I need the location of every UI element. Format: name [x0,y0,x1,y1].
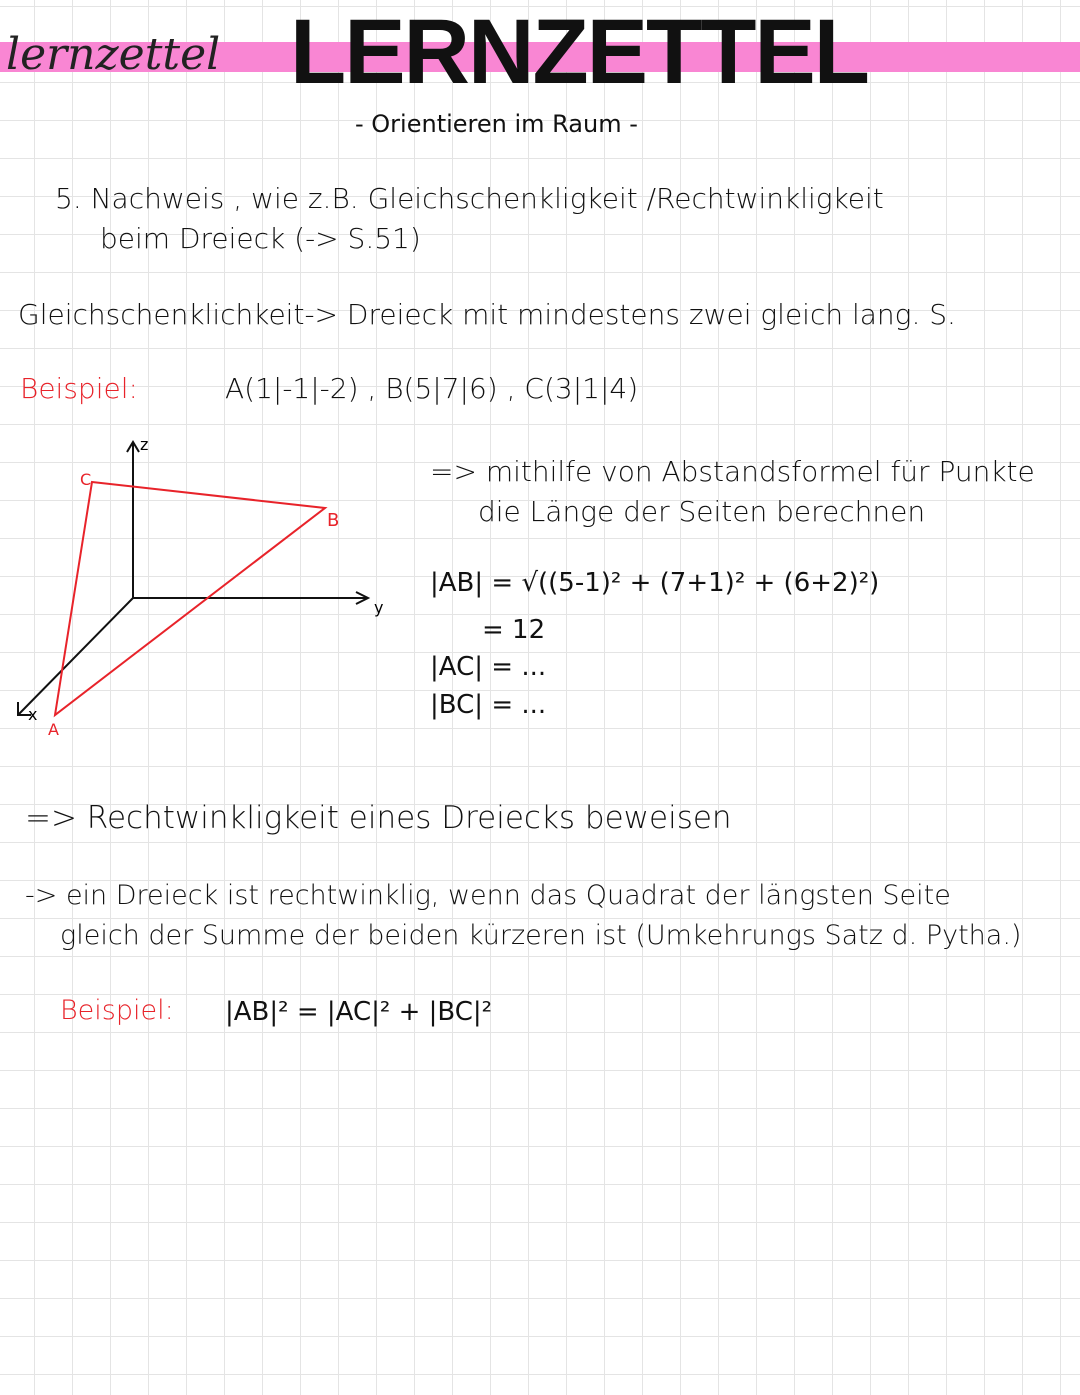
right-angle-rule-line1: -> ein Dreieck ist rechtwinklig, wenn das Quadrat der längsten Seite [25,880,951,911]
point-a-label: A [48,720,59,739]
subtitle: - Orientieren im Raum - [355,110,638,138]
y-label: y [374,598,384,617]
right-angle-example-label: Beispiel: [60,995,174,1026]
z-label: z [140,435,149,454]
right-angle-example-formula: |AB|² = |AC|² + |BC|² [225,997,493,1027]
method-line2: die Länge der Seiten berechnen [478,495,926,528]
ac-length: |AC| = ... [430,652,547,682]
x-label: x [28,705,38,724]
coordinate-diagram [0,430,420,750]
x-axis [18,598,133,715]
right-angle-rule-line2: gleich der Summe der beiden kürzeren ist (Umkehrungs Satz d. Pytha.) [60,920,1022,951]
section-heading-line2: beim Dreieck (-> S.51) [100,222,421,255]
method-line1: => mithilfe von Abstandsformel für Punkte [430,455,1035,488]
example-label: Beispiel: [20,372,138,405]
right-angle-heading: => Rechtwinkligkeit eines Dreiecks beweisen [25,800,732,836]
isosceles-definition: Gleichschenklichkeit-> Dreieck mit mindestens zwei gleich lang. S. [18,298,956,331]
bc-length: |BC| = ... [430,690,547,720]
page-title: LERNZETTEL [290,1,868,103]
point-b-label: B [327,510,340,531]
ab-result: = 12 [482,615,546,645]
script-title: lernzettel [6,29,221,80]
ab-formula: |AB| = √((5-1)² + (7+1)² + (6+2)²) [430,568,880,598]
example-points: A(1|-1|-2) , B(5|7|6) , C(3|1|4) [225,372,639,405]
point-c-label: C [80,470,92,489]
section-heading-line1: 5. Nachweis , wie z.B. Gleichschenkligkeit /Rechtwinkligkeit [55,182,884,215]
